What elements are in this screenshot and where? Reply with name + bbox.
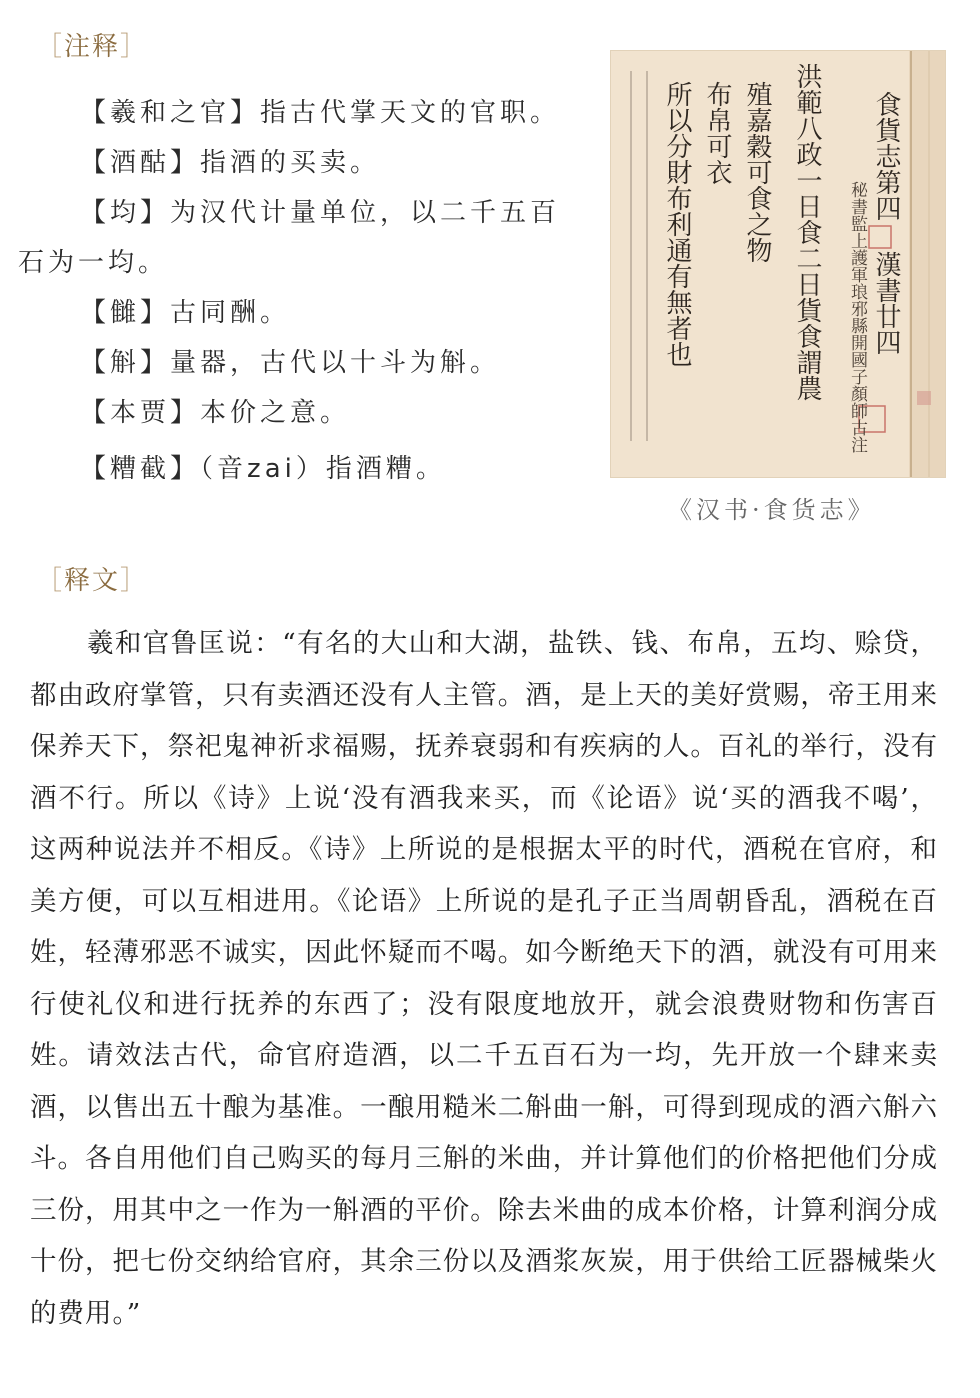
book-column: 秘書監上護軍琅邪縣開國子顏師古注	[847, 181, 867, 453]
note-term: 本贾	[110, 398, 171, 428]
note-term: 羲和之官	[110, 98, 231, 128]
note-item: 【本贾】本价之意。	[80, 398, 351, 428]
red-seal-stamp	[917, 391, 931, 405]
note-item: 【糟截】（音zai）指酒糟。	[80, 454, 446, 484]
note-text: 本价之意。	[200, 398, 351, 428]
note-text: 指古代掌天文的官职。	[260, 98, 561, 128]
translation-heading: ［释文］	[36, 566, 149, 596]
note-text: （音zai）指酒糟。	[200, 454, 446, 484]
note-text: 为汉代计量单位，以二千五百石为一均。	[18, 198, 561, 278]
translation-text: 羲和官鲁匡说：“有名的大山和大湖，盐铁、钱、布帛，五均、赊贷，都由政府掌管，只有卖酒还没有人主管。酒，是上天的美好赏赐，帝王用来保养天下，祭祀鬼神祈求福赐，抚养衰弱和有疾病的人。百礼的举行，没有酒不行。所以《诗》上说‘没有酒我来买，而《论语》说‘买的酒我不喝’，这两种说法并不相反。《诗》上所说的是根据太平的时代，酒税在官府，和美方便，可以互相进用。《论语》上所说的是孔子正当周朝昏乱，酒税在百姓，轻薄邪恶不诚实，因此怀疑而不喝。如今断绝天下的酒，就没有可用来行使礼仪和进行抚养的东西了；没有限度地放开，就会浪费财物和伤害百姓。请效法古代，命官府造酒，以二千五百石为一均，先开放一个肆来卖酒，以售出五十酿为基准。一酿用糙米二斛曲一斛，可得到现成的酒六斛六斗。各自用他们自己购买的每月三斛的米曲，并计算他们的价格把他们分成三份，用其中之一作为一斛酒的平价。除去米曲的成本价格，计算利润分成十份，把七份交纳给官府，其余三份以及酒浆灰炭，用于供给工匠器械柴火的费用。”	[30, 628, 938, 1329]
book-page-image	[610, 50, 946, 478]
notes-heading-text: 注释	[64, 32, 121, 62]
note-term: 雠	[110, 298, 141, 328]
book-column: 食貨志第四	[871, 91, 901, 221]
notes-list	[18, 88, 578, 494]
note-item: 【羲和之官】指古代掌天文的官职。	[80, 98, 561, 128]
notes-heading: ［注释］	[36, 32, 149, 62]
figure-caption: 《汉书·食货志》	[668, 496, 876, 524]
note-item: 【酒酤】指酒的买卖。	[80, 148, 381, 178]
note-text: 量器，古代以十斗为斛。	[170, 348, 501, 378]
book-column: 殖嘉穀可食之物	[742, 81, 772, 263]
note-term: 糟截	[110, 454, 171, 484]
book-column: 布帛可衣	[702, 81, 732, 185]
note-term: 均	[110, 198, 141, 228]
book-column: 所以分財布利通有無者也	[662, 81, 692, 367]
book-column: 洪範八政一日食二日貨食謂農	[792, 63, 822, 401]
note-item: 【雠】古同酬。	[80, 298, 291, 328]
translation-heading-text: 释文	[64, 566, 121, 596]
note-item: 【斛】量器，古代以十斗为斛。	[80, 348, 501, 378]
note-term: 酒酤	[110, 148, 171, 178]
book-page-drawing	[611, 51, 946, 478]
note-item: 【均】为汉代计量单位，以二千五百石为一均。	[18, 198, 561, 278]
book-column: 漢書廿四	[871, 251, 901, 355]
note-text: 古同酬。	[170, 298, 291, 328]
note-text: 指酒的买卖。	[200, 148, 381, 178]
note-term: 斛	[110, 348, 141, 378]
